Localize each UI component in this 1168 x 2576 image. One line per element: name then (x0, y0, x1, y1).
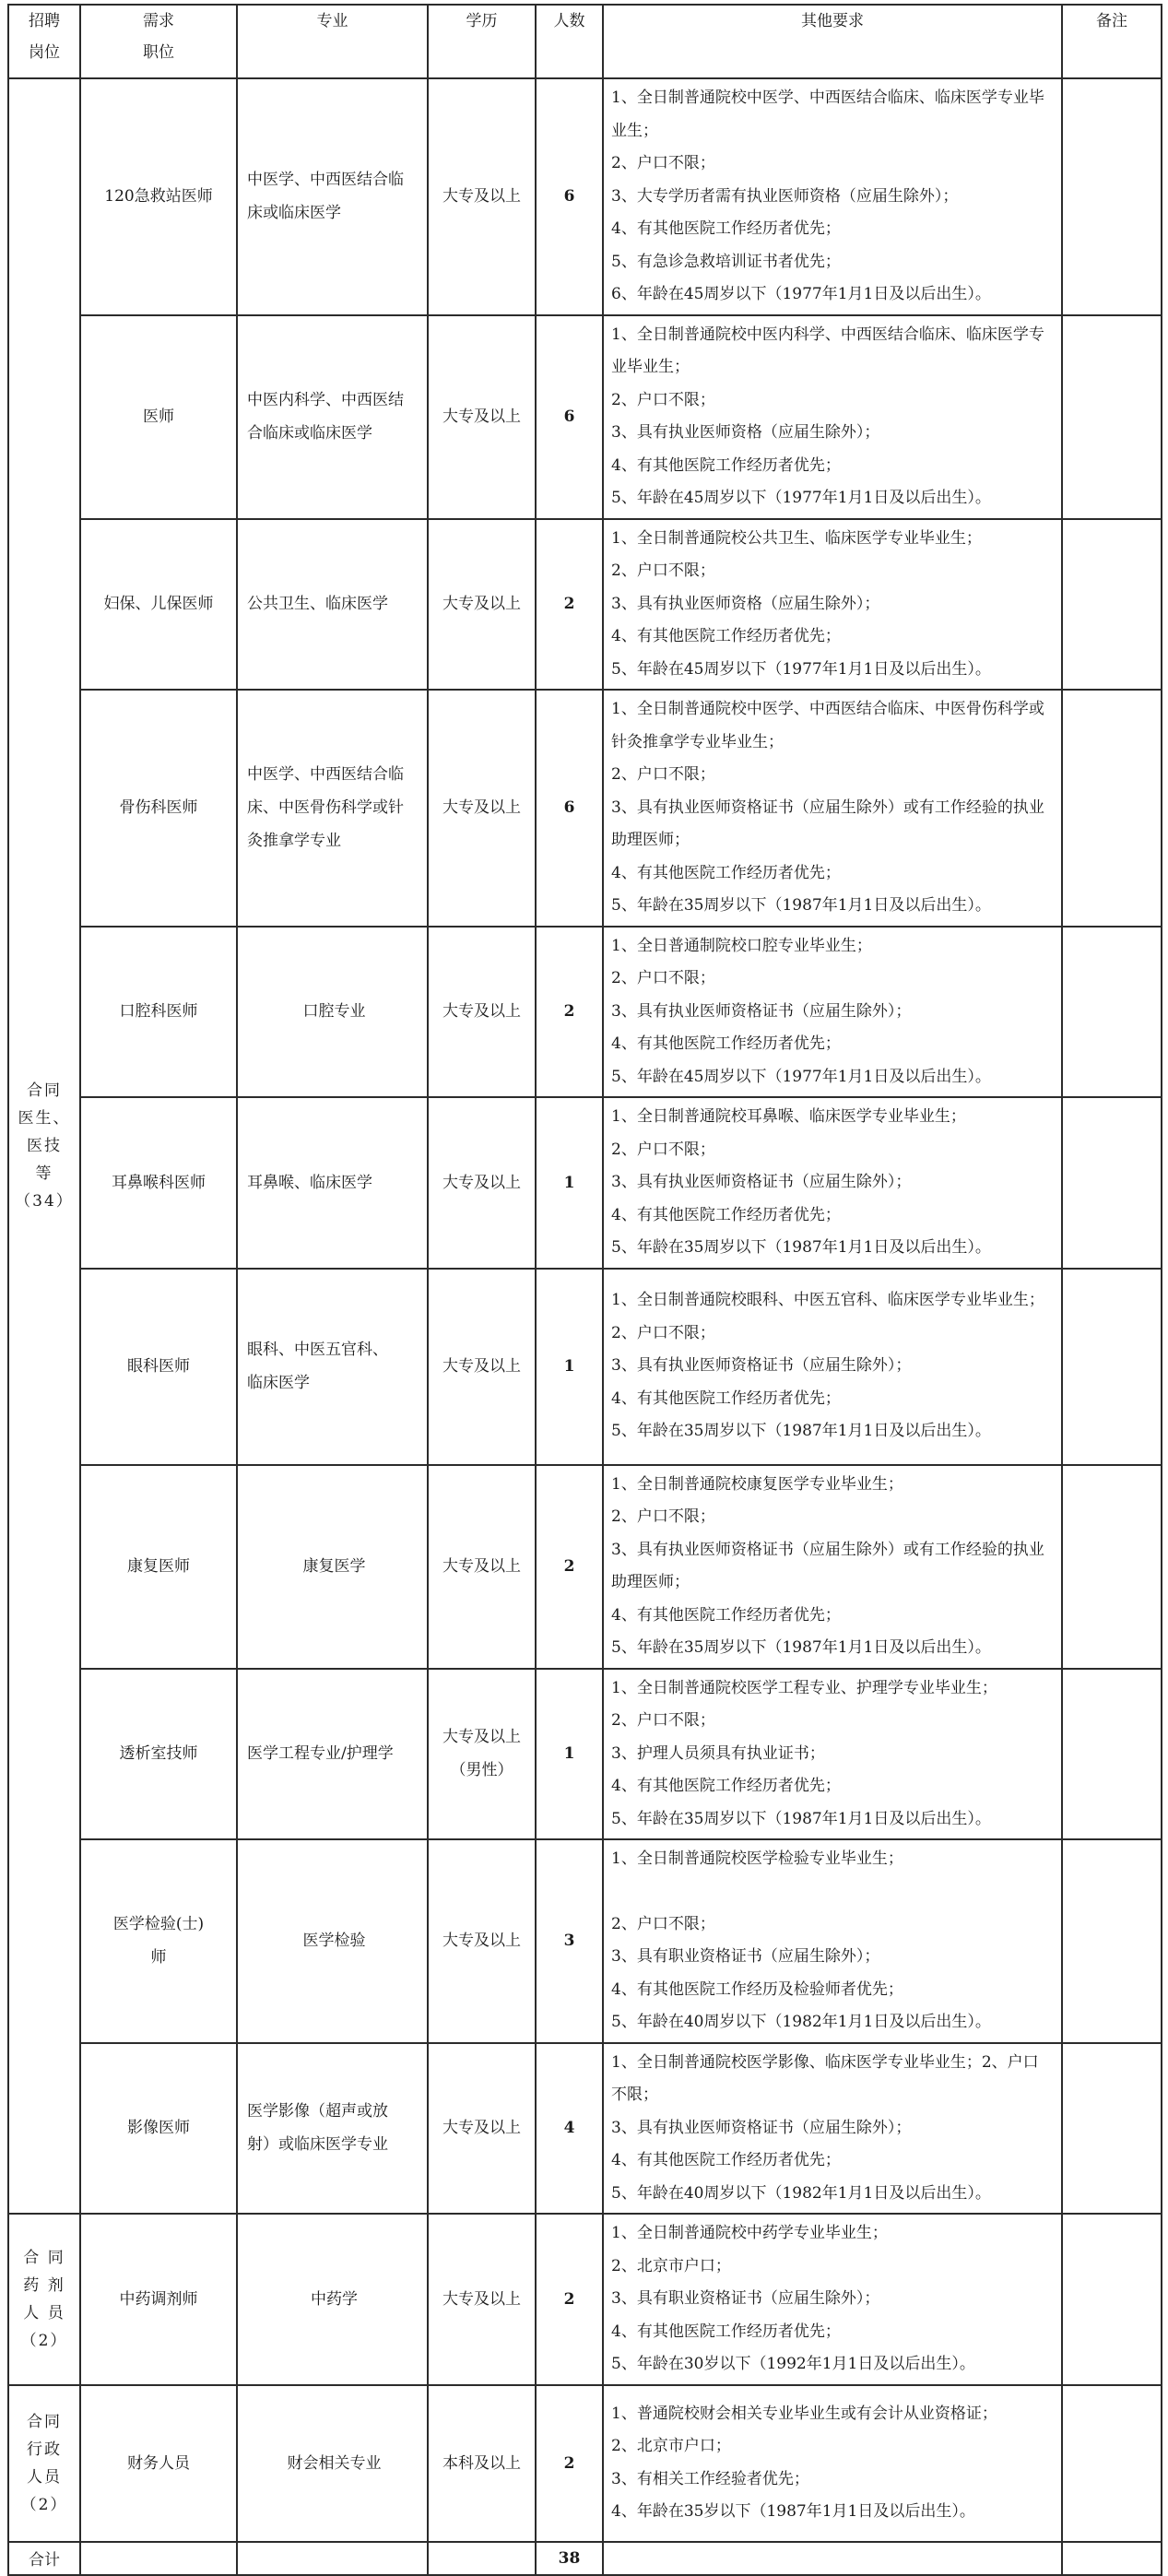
education-cell: 大专及以上 (428, 315, 536, 519)
education-cell: 大专及以上 (428, 1097, 536, 1269)
remark-cell (1062, 1669, 1162, 1840)
requirement-line: 2、户口不限； (611, 390, 715, 409)
header-position: 需求 职位 (80, 5, 237, 78)
table-row (8, 1839, 1162, 2043)
education-cell: 大专及以上 (428, 2214, 536, 2385)
position-cell: 骨伤科医师 (80, 690, 237, 927)
requirement-line: 4、有其他医院工作经历者优先； (611, 219, 841, 238)
requirement-line: 1、全日制普通院校眼科、中医五官科、临床医学专业毕业生； (611, 1291, 1044, 1310)
requirement-line: 5、有急诊急救培训证书者优先； (611, 252, 841, 271)
education-cell: 大专及以上 (428, 1269, 536, 1465)
requirement-line: 4、有其他医院工作经历者优先； (611, 1388, 841, 1408)
category-cell: 合 同 药 剂 人 员 （2） (8, 2214, 80, 2385)
position-cell: 影像医师 (80, 2043, 237, 2215)
position-cell: 眼科医师 (80, 1269, 237, 1465)
major-cell: 中医学、中西医结合临 床或临床医学 (237, 78, 428, 315)
remark-cell (1062, 78, 1162, 315)
count-cell: 6 (536, 315, 603, 519)
major-cell: 中医内科学、中西医结 合临床或临床医学 (237, 315, 428, 519)
table-row (8, 519, 1162, 691)
recruitment-table (7, 4, 1162, 2576)
remark-cell (1062, 1097, 1162, 1269)
requirements-cell (603, 1465, 1062, 1669)
requirement-line: 5、年龄在45周岁以下（1977年1月1日及以后出生）。 (611, 489, 991, 507)
major-cell: 口腔专业 (237, 927, 428, 1098)
remark-cell (1062, 2214, 1162, 2385)
requirements-cell (603, 78, 1062, 315)
table-row (8, 78, 1162, 315)
requirement-line: 5、年龄在45周岁以下（1977年1月1日及以后出生）。 (611, 659, 991, 679)
major-cell: 康复医学 (237, 1465, 428, 1669)
table-row (8, 2385, 1162, 2542)
requirement-line: 3、具有执业医师资格证书（应届生除外）； (611, 1356, 912, 1376)
requirement-line: 2、户口不限； (611, 969, 715, 987)
requirement-line: 1、全日制普通院校中医学、中西医结合临床、中医骨伤科学或针灸推拿学专业毕业生； (611, 700, 1044, 751)
remark-cell (1062, 315, 1162, 519)
requirement-line: 3、具有执业医师资格（应届生除外）； (611, 423, 880, 442)
requirement-line: 2、户口不限； (611, 1140, 715, 1159)
requirement-line: 4、有其他医院工作经历者优先； (611, 1777, 841, 1795)
count-cell: 4 (536, 2043, 603, 2215)
major-cell: 医学工程专业/护理学 (237, 1669, 428, 1840)
position-cell: 财务人员 (80, 2385, 237, 2542)
total-label: 合计 (8, 2542, 80, 2575)
requirement-line: 5、年龄在40周岁以下（1982年1月1日及以后出生）。 (611, 2013, 991, 2031)
count-cell: 2 (536, 2385, 603, 2542)
requirement-line: 3、具有执业医师资格证书（应届生除外）； (611, 2118, 912, 2137)
requirement-line: 1、全日制普通院校医学检验专业毕业生； (611, 1849, 903, 1868)
requirement-line: 5、年龄在40周岁以下（1982年1月1日及以后出生）。 (611, 2183, 991, 2203)
requirement-line: 3、具有执业医师资格（应届生除外）； (611, 594, 880, 613)
requirement-line: 4、有其他医院工作经历者优先； (611, 1034, 841, 1053)
requirements-cell (603, 2214, 1062, 2385)
education-cell: 大专及以上 (428, 78, 536, 315)
requirement-line: 4、有其他医院工作经历者优先； (611, 627, 841, 645)
requirements-cell (603, 690, 1062, 927)
education-cell: 大专及以上 （男性） (428, 1669, 536, 1840)
count-cell: 2 (536, 927, 603, 1098)
requirements-cell (603, 519, 1062, 691)
position-cell: 医学检验(士) 师 (80, 1839, 237, 2043)
count-cell: 1 (536, 1269, 603, 1465)
header-remark: 备注 (1062, 5, 1162, 78)
remark-cell (1062, 2043, 1162, 2215)
requirement-line: 1、全日制普通院校中医学、中西医结合临床、临床医学专业毕业生； (611, 89, 1044, 140)
count-cell: 2 (536, 2214, 603, 2385)
requirement-line: 4、有其他医院工作经历者优先； (611, 455, 841, 475)
requirement-line: 2、户口不限； (611, 1711, 715, 1730)
position-cell: 120急救站医师 (80, 78, 237, 315)
requirement-line: 6、年龄在45周岁以下（1977年1月1日及以后出生）。 (611, 285, 991, 303)
requirement-line: 4、有其他医院工作经历者优先； (611, 2151, 841, 2169)
header-count: 人数 (536, 5, 603, 78)
requirement-line: 5、年龄在35周岁以下（1987年1月1日及以后出生）。 (611, 1238, 991, 1257)
category-cell: 合同 医生、 医技 等 （34） (8, 78, 80, 2214)
table-body (8, 78, 1162, 2575)
count-cell: 1 (536, 1097, 603, 1269)
header-row (8, 5, 1162, 78)
education-cell: 本科及以上 (428, 2385, 536, 2542)
major-cell: 中药学 (237, 2214, 428, 2385)
table-row (8, 1269, 1162, 1465)
education-cell: 大专及以上 (428, 1839, 536, 2043)
requirement-line: 5、年龄在35周岁以下（1987年1月1日及以后出生）。 (611, 896, 991, 915)
requirement-line: 3、具有执业医师资格证书（应届生除外）； (611, 1001, 912, 1021)
requirement-line: 1、全日制普通院校中医内科学、中西医结合临床、临床医学专业毕业生； (611, 325, 1044, 376)
requirement-line: 5、年龄在30岁以下（1992年1月1日及以后出生）。 (611, 2355, 975, 2373)
position-cell: 妇保、儿保医师 (80, 519, 237, 691)
major-cell: 耳鼻喉、临床医学 (237, 1097, 428, 1269)
education-cell: 大专及以上 (428, 1465, 536, 1669)
position-cell: 中药调剂师 (80, 2214, 237, 2385)
position-cell: 透析室技师 (80, 1669, 237, 1840)
requirement-line: 3、具有执业医师资格证书（应届生除外）； (611, 1173, 912, 1191)
total-empty-position (80, 2542, 237, 2575)
header-education: 学历 (428, 5, 536, 78)
requirement-line: 5、年龄在35周岁以下（1987年1月1日及以后出生）。 (611, 1422, 991, 1441)
requirement-line: 1、全日制普通院校公共卫生、临床医学专业毕业生； (611, 528, 982, 548)
requirements-cell (603, 927, 1062, 1098)
requirements-cell (603, 1097, 1062, 1269)
table-row (8, 2214, 1162, 2385)
requirement-line: 4、有其他医院工作经历者优先； (611, 2322, 841, 2341)
requirement-line: 2、户口不限； (611, 1914, 715, 1933)
requirement-line: 3、具有执业医师资格证书（应届生除外）或有工作经验的执业助理医师； (611, 798, 1044, 849)
count-cell: 6 (536, 690, 603, 927)
requirement-line: 4、有其他医院工作经历者优先； (611, 863, 841, 882)
requirement-line: 2、户口不限； (611, 765, 715, 784)
remark-cell (1062, 519, 1162, 691)
requirement-line: 1、普通院校财会相关专业毕业生或有会计从业资格证； (611, 2404, 997, 2423)
requirement-line: 3、具有职业资格证书（应届生除外）； (611, 2289, 880, 2308)
table-row (8, 1465, 1162, 1669)
remark-cell (1062, 927, 1162, 1098)
position-cell: 医师 (80, 315, 237, 519)
major-cell: 医学检验 (237, 1839, 428, 2043)
requirement-line: 3、护理人员须具有执业证书； (611, 1743, 825, 1763)
table-row (8, 2043, 1162, 2215)
major-cell: 眼科、中医五官科、 临床医学 (237, 1269, 428, 1465)
requirements-cell (603, 1269, 1062, 1465)
requirement-line: 1、全日制普通院校耳鼻喉、临床医学专业毕业生； (611, 1107, 966, 1126)
requirement-line: 4、年龄在35岁以下（1987年1月1日及以后出生）。 (611, 2502, 975, 2521)
total-empty-major (237, 2542, 428, 2575)
count-cell: 3 (536, 1839, 603, 2043)
count-cell: 1 (536, 1669, 603, 1840)
requirement-line: 3、大专学历者需有执业医师资格（应届生除外）； (611, 186, 959, 206)
requirement-line: 3、有相关工作经验者优先； (611, 2469, 809, 2488)
table-row (8, 927, 1162, 1098)
total-empty-education (428, 2542, 536, 2575)
table-row (8, 315, 1162, 519)
requirements-cell (603, 2385, 1062, 2542)
total-empty-requirements (603, 2542, 1062, 2575)
table-row (8, 690, 1162, 927)
count-cell: 6 (536, 78, 603, 315)
recruitment-table-container (7, 4, 1161, 2576)
requirement-line: 4、有其他医院工作经历者优先； (611, 1605, 841, 1625)
requirement-line: 2、户口不限； (611, 561, 715, 580)
requirement-line: 1、全日制普通院校康复医学专业毕业生； (611, 1474, 903, 1494)
requirements-cell (603, 1839, 1062, 2043)
requirement-line: 4、有其他医院工作经历者优先； (611, 1205, 841, 1224)
major-cell: 医学影像（超声或放 射）或临床医学专业 (237, 2043, 428, 2215)
total-count: 38 (536, 2542, 603, 2575)
total-empty-remark (1062, 2542, 1162, 2575)
requirement-line: 2、北京市户口； (611, 2256, 731, 2275)
requirement-line: 1、全日制普通院校医学工程专业、护理学专业毕业生； (611, 1678, 997, 1697)
requirement-line: 1、全日制普通院校医学影像、临床医学专业毕业生；2、户口不限； (611, 2052, 1039, 2104)
remark-cell (1062, 1839, 1162, 2043)
header-major: 专业 (237, 5, 428, 78)
education-cell: 大专及以上 (428, 927, 536, 1098)
count-cell: 2 (536, 519, 603, 691)
requirement-line: 3、具有执业医师资格证书（应届生除外）或有工作经验的执业助理医师； (611, 1540, 1044, 1591)
requirement-line: 3、具有职业资格证书（应届生除外）； (611, 1947, 880, 1966)
position-cell: 康复医师 (80, 1465, 237, 1669)
requirement-line: 2、户口不限； (611, 1507, 715, 1526)
requirement-line: 5、年龄在35周岁以下（1987年1月1日及以后出生）。 (611, 1638, 991, 1657)
table-row (8, 1097, 1162, 1269)
requirements-cell (603, 2043, 1062, 2215)
category-cell: 合同 行政 人员 （2） (8, 2385, 80, 2542)
requirement-line: 2、北京市户口； (611, 2437, 731, 2455)
header-post: 招聘 岗位 (8, 5, 80, 78)
requirement-line (611, 1876, 1054, 1908)
header-other-requirements: 其他要求 (603, 5, 1062, 78)
remark-cell (1062, 1269, 1162, 1465)
major-cell: 中医学、中西医结合临 床、中医骨伤科学或针 灸推拿学专业 (237, 690, 428, 927)
requirement-line: 1、全日制普通院校中药学专业毕业生； (611, 2224, 888, 2242)
remark-cell (1062, 690, 1162, 927)
requirement-line: 2、户口不限； (611, 154, 715, 172)
major-cell: 公共卫生、临床医学 (237, 519, 428, 691)
major-cell: 财会相关专业 (237, 2385, 428, 2542)
requirements-cell (603, 315, 1062, 519)
position-cell: 耳鼻喉科医师 (80, 1097, 237, 1269)
education-cell: 大专及以上 (428, 519, 536, 691)
remark-cell (1062, 2385, 1162, 2542)
education-cell: 大专及以上 (428, 2043, 536, 2215)
requirement-line: 5、年龄在35周岁以下（1987年1月1日及以后出生）。 (611, 1809, 991, 1828)
requirement-line: 2、户口不限； (611, 1323, 715, 1342)
position-cell: 口腔科医师 (80, 927, 237, 1098)
total-row (8, 2542, 1162, 2575)
requirements-cell (603, 1669, 1062, 1840)
education-cell: 大专及以上 (428, 690, 536, 927)
requirement-line: 4、有其他医院工作经历及检验师者优先； (611, 1979, 903, 1999)
count-cell: 2 (536, 1465, 603, 1669)
requirement-line: 5、年龄在45周岁以下（1977年1月1日及以后出生）。 (611, 1067, 991, 1086)
requirement-line: 1、全日普通制院校口腔专业毕业生； (611, 936, 872, 955)
remark-cell (1062, 1465, 1162, 1669)
table-row (8, 1669, 1162, 1840)
